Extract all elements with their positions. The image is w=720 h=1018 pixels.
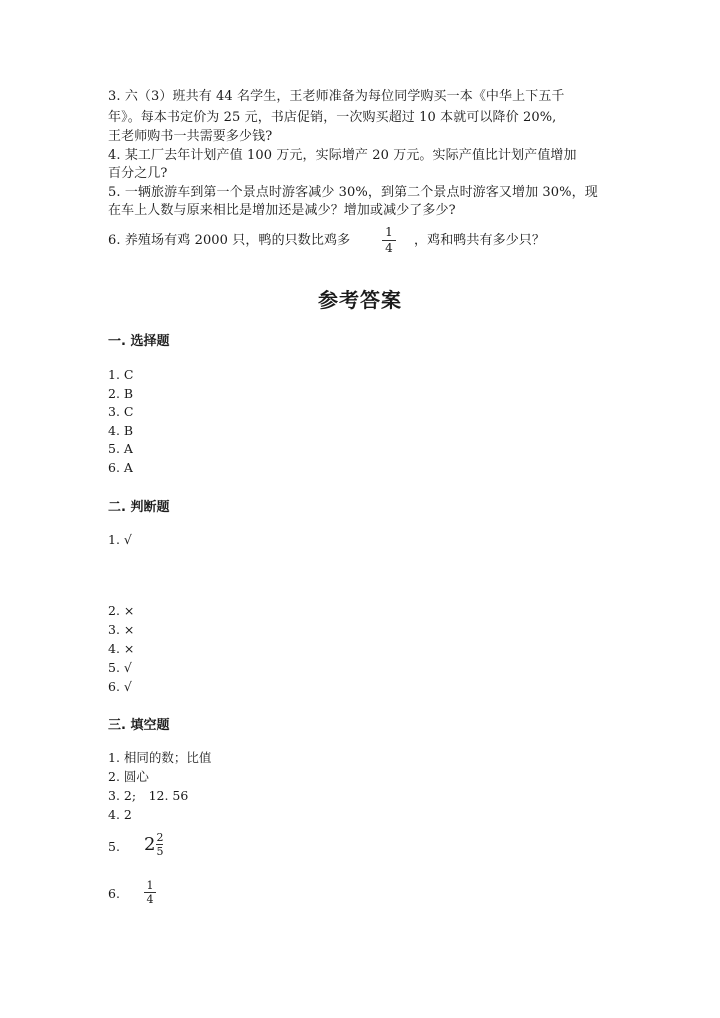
judgment-answer-3: 3. ×	[108, 622, 135, 637]
choice-answer-6: 6. A	[108, 460, 133, 475]
fill-answer-3: 3. 2; 12. 56	[108, 788, 189, 803]
choice-answer-5: 5. A	[108, 441, 133, 456]
judgment-answer-1: 1. √	[108, 532, 132, 547]
question-5-line-2: 在车上人数与原来相比是增加还是减少？增加或减少了多少?	[108, 203, 456, 218]
fill-answer-4: 4. 2	[108, 807, 132, 822]
fill-answer-6-fraction	[144, 880, 156, 905]
fill-answer-5-mixed-number	[144, 832, 163, 857]
choice-answer-3: 3. C	[108, 404, 134, 419]
fill-answer-5-label: 5.	[108, 839, 120, 854]
judgment-answer-2: 2. ×	[108, 603, 135, 618]
judgment-answer-4: 4. ×	[108, 641, 135, 656]
fill-answer-1: 1. 相同的数；比值	[108, 750, 212, 765]
choice-answer-2: 2. B	[108, 386, 134, 401]
question-5-line-1: 5. 一辆旅游车到第一个景点时游客减少 30%，到第二个景点时游客又增加 30%，现	[108, 185, 598, 200]
mixed-fraction-numerator: 2	[156, 831, 164, 844]
mixed-number-fraction	[156, 832, 163, 857]
fill-answer-2: 2. 圆心	[108, 769, 149, 784]
question-3-line-2: 年》。每本书定价为 25 元，书店促销，一次购买超过 10 本就可以降价 20%,	[108, 110, 557, 125]
question-6-text-before: 6. 养殖场有鸡 2000 只，鸭的只数比鸡多	[108, 233, 351, 248]
question-6-fraction	[382, 226, 396, 255]
choice-answer-4: 4. B	[108, 423, 134, 438]
question-4-line-1: 4. 某工厂去年计划产值 100 万元，实际增产 20 万元。实际产值比计划产值增加	[108, 148, 577, 163]
question-3-line-1: 3. 六（3）班共有 44 名学生，王老师准备为每位同学购买一本《中华上下五千	[108, 89, 565, 104]
fraction-numerator: 1	[385, 225, 393, 239]
judgment-answer-5: 5. √	[108, 660, 132, 675]
section-heading-choice: 一. 选择题	[108, 334, 170, 349]
fraction-numerator: 1	[146, 879, 154, 892]
fraction-denominator: 4	[146, 893, 154, 906]
fraction-denominator: 4	[385, 241, 393, 255]
answers-title: 参考答案	[318, 288, 402, 312]
question-4-line-2: 百分之几?	[108, 166, 168, 181]
judgment-answer-6: 6. √	[108, 679, 132, 694]
question-3-line-3: 王老师购书一共需要多少钱?	[108, 129, 273, 144]
mixed-number-whole: 2	[144, 834, 156, 855]
choice-answer-1: 1. C	[108, 367, 134, 382]
section-heading-fill-blank: 三. 填空题	[108, 718, 170, 733]
question-6-text-after: ，鸡和鸭共有多少只？	[414, 233, 546, 248]
section-heading-judgment: 二. 判断题	[108, 500, 170, 515]
mixed-fraction-denominator: 5	[156, 845, 164, 858]
fill-answer-6-label: 6.	[108, 886, 120, 901]
